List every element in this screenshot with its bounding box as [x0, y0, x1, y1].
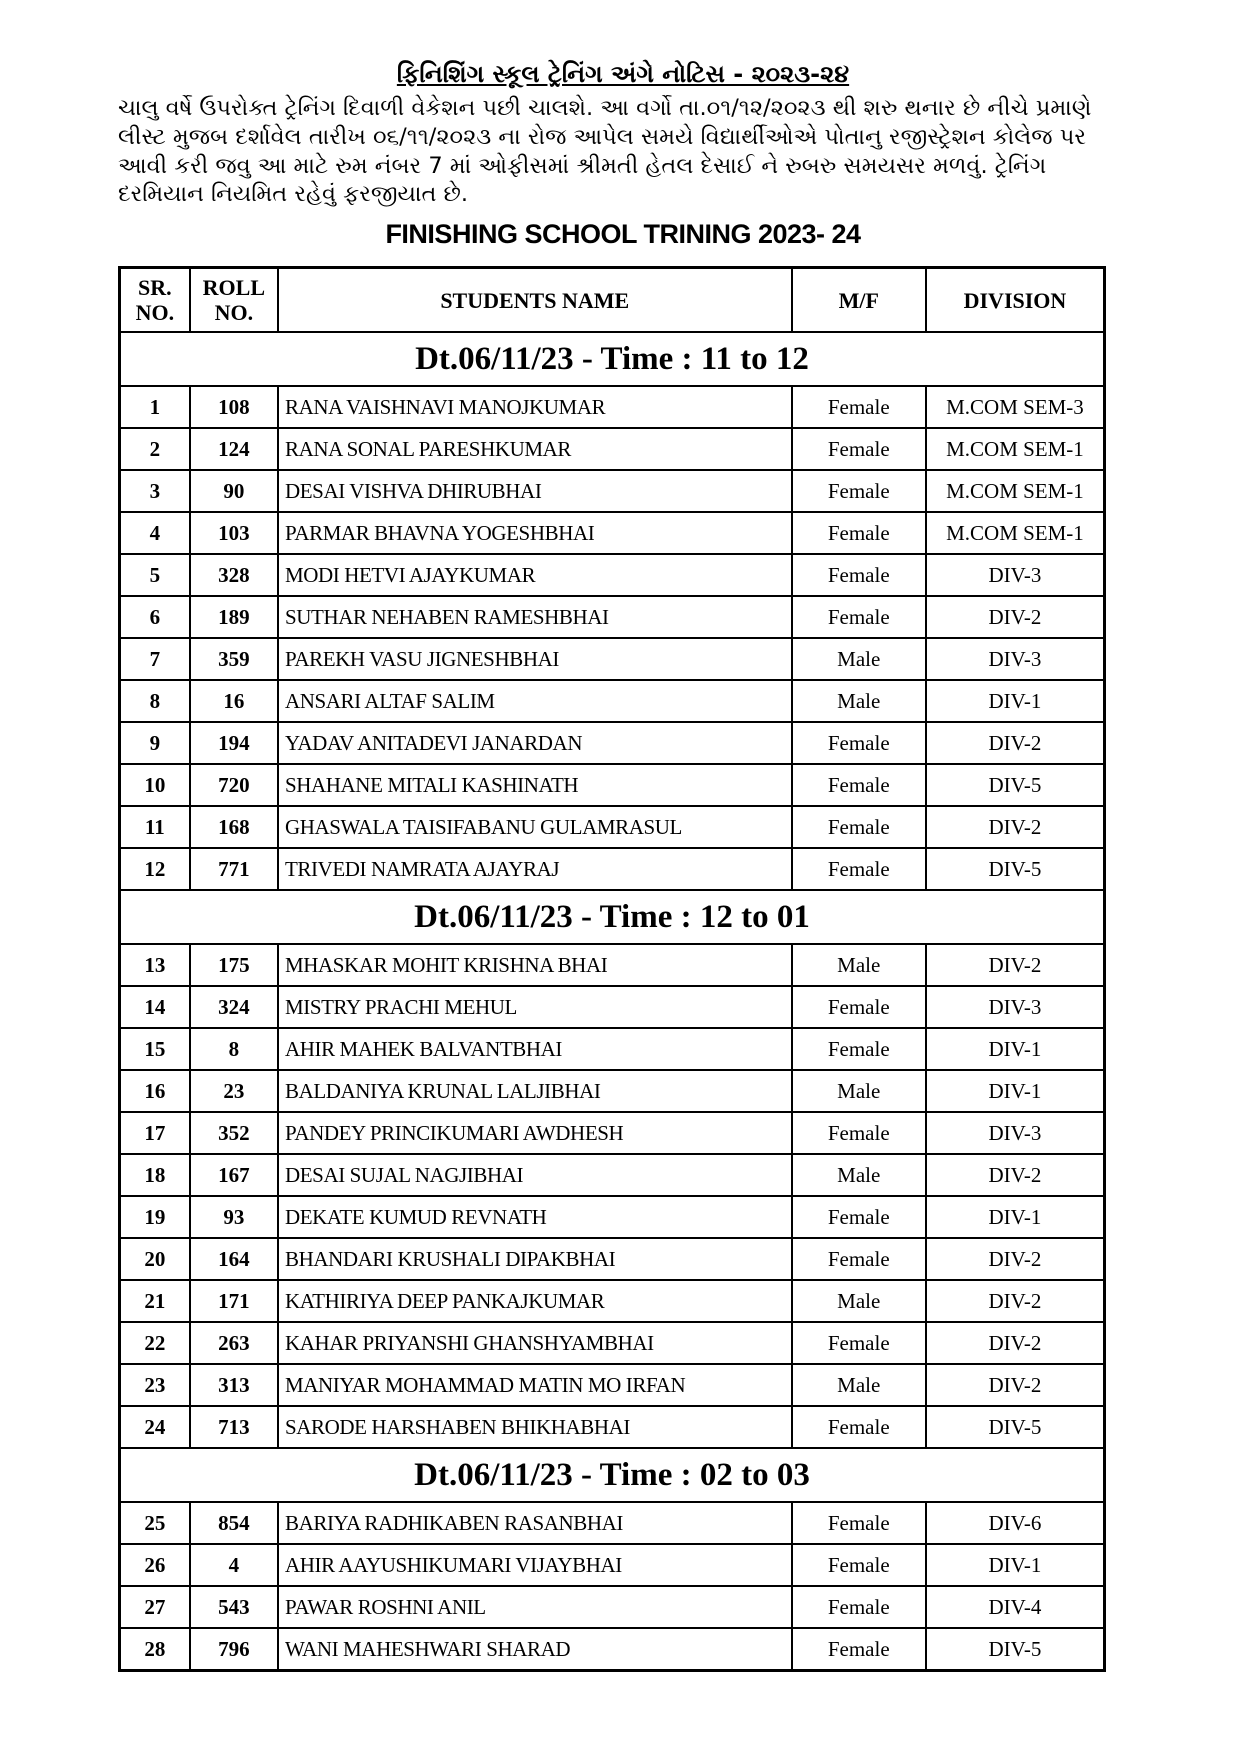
students-name-cell: PANDEY PRINCIKUMARI AWDHESH	[278, 1112, 792, 1154]
division-cell: DIV-4	[926, 1586, 1105, 1628]
sr-no-cell: 13	[120, 944, 190, 986]
students-name-cell: MHASKAR MOHIT KRISHNA BHAI	[278, 944, 792, 986]
students-name-cell: MANIYAR MOHAMMAD MATIN MO IRFAN	[278, 1364, 792, 1406]
table-row	[120, 944, 1105, 986]
division-cell: DIV-2	[926, 1322, 1105, 1364]
roll-no-cell: 167	[190, 1154, 278, 1196]
section-header-row	[120, 332, 1105, 386]
table-row	[120, 1280, 1105, 1322]
roll-no-cell: 324	[190, 986, 278, 1028]
table-row	[120, 386, 1105, 428]
division-cell: DIV-2	[926, 944, 1105, 986]
sr-no-cell: 15	[120, 1028, 190, 1070]
sr-no-cell: 16	[120, 1070, 190, 1112]
roll-no-cell: 313	[190, 1364, 278, 1406]
section-header: Dt.06/11/23 - Time : 02 to 03	[120, 1448, 1105, 1502]
sr-no-cell: 1	[120, 386, 190, 428]
division-cell: M.COM SEM-1	[926, 512, 1105, 554]
mf-cell: Female	[792, 1322, 926, 1364]
division-cell: DIV-1	[926, 680, 1105, 722]
roll-no-cell: 175	[190, 944, 278, 986]
sr-no-cell: 4	[120, 512, 190, 554]
division-cell: DIV-5	[926, 764, 1105, 806]
students-name-cell: KAHAR PRIYANSHI GHANSHYAMBHAI	[278, 1322, 792, 1364]
division-cell: DIV-1	[926, 1028, 1105, 1070]
roll-no-cell: 796	[190, 1628, 278, 1671]
division-cell: DIV-3	[926, 1112, 1105, 1154]
roll-no-cell: 854	[190, 1502, 278, 1544]
mf-cell: Male	[792, 944, 926, 986]
sr-no-cell: 10	[120, 764, 190, 806]
sr-no-cell: 14	[120, 986, 190, 1028]
column-header-division	[926, 268, 1105, 333]
sr-no-cell: 18	[120, 1154, 190, 1196]
mf-cell: Female	[792, 1628, 926, 1671]
table-row	[120, 470, 1105, 512]
mf-cell: Female	[792, 1586, 926, 1628]
notice-title-gujarati: ફિનિશિંગ સ્કૂલ ટ્રેનિંગ અંગે નોટિસ - ૨૦૨૩-૨૪	[396, 60, 850, 88]
table-header	[120, 268, 1105, 333]
table-row	[120, 1238, 1105, 1280]
division-cell: DIV-1	[926, 1196, 1105, 1238]
mf-cell: Female	[792, 512, 926, 554]
roll-no-cell: 359	[190, 638, 278, 680]
division-cell: M.COM SEM-3	[926, 386, 1105, 428]
mf-cell: Female	[792, 1196, 926, 1238]
table-row	[120, 1364, 1105, 1406]
mf-cell: Male	[792, 1364, 926, 1406]
students-name-cell: DESAI SUJAL NAGJIBHAI	[278, 1154, 792, 1196]
students-name-cell: RANA VAISHNAVI MANOJKUMAR	[278, 386, 792, 428]
students-name-cell: BALDANIYA KRUNAL LALJIBHAI	[278, 1070, 792, 1112]
mf-cell: Female	[792, 806, 926, 848]
roll-no-cell: 90	[190, 470, 278, 512]
division-cell: DIV-2	[926, 1154, 1105, 1196]
table-row	[120, 680, 1105, 722]
column-header-students-name	[278, 268, 792, 333]
roll-no-cell: 713	[190, 1406, 278, 1448]
table-row	[120, 848, 1105, 890]
table-row	[120, 722, 1105, 764]
column-header-line: M/F	[838, 287, 879, 313]
students-name-cell: PAWAR ROSHNI ANIL	[278, 1586, 792, 1628]
mf-cell: Female	[792, 1544, 926, 1586]
table-row	[120, 596, 1105, 638]
students-name-cell: DEKATE KUMUD REVNATH	[278, 1196, 792, 1238]
mf-cell: Male	[792, 1154, 926, 1196]
roll-no-cell: 263	[190, 1322, 278, 1364]
section-header-row	[120, 1448, 1105, 1502]
mf-cell: Female	[792, 848, 926, 890]
students-name-cell: BARIYA RADHIKABEN RASANBHAI	[278, 1502, 792, 1544]
table-row	[120, 1406, 1105, 1448]
notice-body-gujarati: ચાલુ વર્ષે ઉપરોક્ત ટ્રેનિંગ દિવાળી વેકેશન પછી ચાલશે. આ વર્ગો તા.૦૧/૧૨/૨૦૨૩ થી શરુ થનાર છે નીચે પ્રમાણે લીસ્ટ મુજબ દર્શાવેલ તારીખ ૦૬/૧૧/૨૦૨૩ ના રોજ આપેલ સમયે વિદ્યાર્થીઓએ પોતાનુ રજીસ્ટ્રેશન કોલેજ પર આવી કરી જવુ આ માટે રુમ નંબર 7 માં ઓફીસમાં શ્રીમતી હેતલ દેસાઈ ને રુબરુ સમયસર મળવું. ટ્રેનિંગ દરમિયાન નિયમિત રહેવું ફરજીયાત છે.	[118, 95, 1092, 208]
division-cell: DIV-1	[926, 1070, 1105, 1112]
roll-no-cell: 194	[190, 722, 278, 764]
students-name-cell: SUTHAR NEHABEN RAMESHBHAI	[278, 596, 792, 638]
table-row	[120, 1322, 1105, 1364]
mf-cell: Female	[792, 1028, 926, 1070]
division-cell: DIV-1	[926, 1544, 1105, 1586]
table-row	[120, 1628, 1105, 1671]
mf-cell: Female	[792, 764, 926, 806]
sr-no-cell: 27	[120, 1586, 190, 1628]
roll-no-cell: 8	[190, 1028, 278, 1070]
students-table	[118, 266, 1106, 1672]
mf-cell: Female	[792, 428, 926, 470]
students-name-cell: AHIR AAYUSHIKUMARI VIJAYBHAI	[278, 1544, 792, 1586]
mf-cell: Male	[792, 680, 926, 722]
roll-no-cell: 124	[190, 428, 278, 470]
sr-no-cell: 12	[120, 848, 190, 890]
roll-no-cell: 189	[190, 596, 278, 638]
section-header: Dt.06/11/23 - Time : 12 to 01	[120, 890, 1105, 944]
students-name-cell: YADAV ANITADEVI JANARDAN	[278, 722, 792, 764]
sr-no-cell: 11	[120, 806, 190, 848]
sr-no-cell: 6	[120, 596, 190, 638]
mf-cell: Female	[792, 1238, 926, 1280]
students-name-cell: PAREKH VASU JIGNESHBHAI	[278, 638, 792, 680]
column-header-line: NO.	[135, 300, 175, 326]
table-row	[120, 1028, 1105, 1070]
roll-no-cell: 16	[190, 680, 278, 722]
sr-no-cell: 21	[120, 1280, 190, 1322]
mf-cell: Female	[792, 1502, 926, 1544]
mf-cell: Female	[792, 1112, 926, 1154]
table-row	[120, 764, 1105, 806]
division-cell: DIV-3	[926, 638, 1105, 680]
column-header-line: SR.	[138, 274, 172, 300]
table-row	[120, 1070, 1105, 1112]
mf-cell: Female	[792, 470, 926, 512]
column-header-line: DIVISION	[963, 287, 1067, 313]
table-row	[120, 1586, 1105, 1628]
roll-no-cell: 103	[190, 512, 278, 554]
students-name-cell: DESAI VISHVA DHIRUBHAI	[278, 470, 792, 512]
roll-no-cell: 4	[190, 1544, 278, 1586]
sr-no-cell: 8	[120, 680, 190, 722]
table-row	[120, 986, 1105, 1028]
sr-no-cell: 22	[120, 1322, 190, 1364]
mf-cell: Female	[792, 1406, 926, 1448]
students-name-cell: MODI HETVI AJAYKUMAR	[278, 554, 792, 596]
division-cell: DIV-6	[926, 1502, 1105, 1544]
students-name-cell: PARMAR BHAVNA YOGESHBHAI	[278, 512, 792, 554]
division-cell: DIV-3	[926, 986, 1105, 1028]
sr-no-cell: 20	[120, 1238, 190, 1280]
mf-cell: Female	[792, 986, 926, 1028]
roll-no-cell: 93	[190, 1196, 278, 1238]
sr-no-cell: 25	[120, 1502, 190, 1544]
students-name-cell: AHIR MAHEK BALVANTBHAI	[278, 1028, 792, 1070]
students-name-cell: GHASWALA TAISIFABANU GULAMRASUL	[278, 806, 792, 848]
roll-no-cell: 771	[190, 848, 278, 890]
column-header-mf	[792, 268, 926, 333]
roll-no-cell: 23	[190, 1070, 278, 1112]
roll-no-cell: 720	[190, 764, 278, 806]
mf-cell: Male	[792, 1280, 926, 1322]
roll-no-cell: 352	[190, 1112, 278, 1154]
sr-no-cell: 28	[120, 1628, 190, 1671]
roll-no-cell: 543	[190, 1586, 278, 1628]
students-name-cell: ANSARI ALTAF SALIM	[278, 680, 792, 722]
students-name-cell: RANA SONAL PARESHKUMAR	[278, 428, 792, 470]
table-row	[120, 806, 1105, 848]
sr-no-cell: 3	[120, 470, 190, 512]
division-cell: M.COM SEM-1	[926, 428, 1105, 470]
division-cell: M.COM SEM-1	[926, 470, 1105, 512]
division-cell: DIV-3	[926, 554, 1105, 596]
section-header: Dt.06/11/23 - Time : 11 to 12	[120, 332, 1105, 386]
division-cell: DIV-5	[926, 1406, 1105, 1448]
division-cell: DIV-2	[926, 722, 1105, 764]
mf-cell: Female	[792, 596, 926, 638]
section-header-row	[120, 890, 1105, 944]
table-row	[120, 1154, 1105, 1196]
column-header-line: STUDENTS NAME	[440, 287, 630, 313]
sr-no-cell: 19	[120, 1196, 190, 1238]
division-cell: DIV-2	[926, 1238, 1105, 1280]
roll-no-cell: 168	[190, 806, 278, 848]
students-name-cell: KATHIRIYA DEEP PANKAJKUMAR	[278, 1280, 792, 1322]
table-row	[120, 428, 1105, 470]
division-cell: DIV-5	[926, 1628, 1105, 1671]
table-row	[120, 1502, 1105, 1544]
column-header-line: ROLL	[202, 274, 266, 300]
column-header-line: NO.	[214, 300, 254, 326]
sr-no-cell: 5	[120, 554, 190, 596]
table-row	[120, 512, 1105, 554]
roll-no-cell: 171	[190, 1280, 278, 1322]
mf-cell: Female	[792, 554, 926, 596]
division-cell: DIV-2	[926, 1364, 1105, 1406]
students-name-cell: SARODE HARSHABEN BHIKHABHAI	[278, 1406, 792, 1448]
sr-no-cell: 2	[120, 428, 190, 470]
students-name-cell: WANI MAHESHWARI SHARAD	[278, 1628, 792, 1671]
document-heading: FINISHING SCHOOL TRINING 2023- 24	[385, 219, 861, 250]
mf-cell: Female	[792, 722, 926, 764]
sr-no-cell: 9	[120, 722, 190, 764]
roll-no-cell: 108	[190, 386, 278, 428]
column-header-roll-no	[190, 268, 278, 333]
column-header-row	[120, 268, 1105, 333]
students-name-cell: SHAHANE MITALI KASHINATH	[278, 764, 792, 806]
sr-no-cell: 23	[120, 1364, 190, 1406]
students-name-cell: MISTRY PRACHI MEHUL	[278, 986, 792, 1028]
roll-no-cell: 328	[190, 554, 278, 596]
table-row	[120, 1544, 1105, 1586]
division-cell: DIV-2	[926, 806, 1105, 848]
students-name-cell: BHANDARI KRUSHALI DIPAKBHAI	[278, 1238, 792, 1280]
table-row	[120, 1112, 1105, 1154]
students-name-cell: TRIVEDI NAMRATA AJAYRAJ	[278, 848, 792, 890]
column-header-sr-no	[120, 268, 190, 333]
roll-no-cell: 164	[190, 1238, 278, 1280]
sr-no-cell: 26	[120, 1544, 190, 1586]
sr-no-cell: 24	[120, 1406, 190, 1448]
division-cell: DIV-2	[926, 596, 1105, 638]
table-body	[120, 332, 1105, 1671]
mf-cell: Male	[792, 638, 926, 680]
division-cell: DIV-2	[926, 1280, 1105, 1322]
sr-no-cell: 17	[120, 1112, 190, 1154]
table-row	[120, 554, 1105, 596]
mf-cell: Female	[792, 386, 926, 428]
table-row	[120, 638, 1105, 680]
mf-cell: Male	[792, 1070, 926, 1112]
sr-no-cell: 7	[120, 638, 190, 680]
table-row	[120, 1196, 1105, 1238]
division-cell: DIV-5	[926, 848, 1105, 890]
